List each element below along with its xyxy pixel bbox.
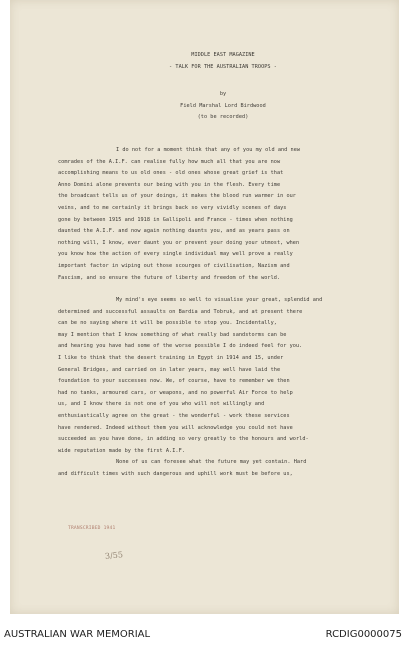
- doc-author-note: (to be recorded): [197, 114, 249, 121]
- document-page: [10, 0, 399, 614]
- paragraph-gap: [58, 284, 388, 295]
- handwritten-note: 3/55: [104, 550, 124, 561]
- body-line: and hearing you have had some of the worse possible I do indeed feel for you.: [58, 343, 303, 350]
- footer-bar: [0, 620, 408, 654]
- body-line: have rendered. Indeed without them you will acknowledge you could not have: [58, 424, 293, 431]
- body-line: accomplishing means to us old ones - old ones whose great grief is that: [58, 170, 284, 177]
- body-line: veins, and to me certainly it brings back so very vividly scenes of days: [58, 204, 287, 211]
- body-line: Fascism, and so ensure the future of liberty and freedom of the world.: [58, 274, 281, 281]
- body-line: succeeded as you have done, in adding so very greatly to the honours and world-: [58, 436, 309, 443]
- body-line: Anno Domini alone prevents our being with you in the flesh. Every time: [58, 181, 281, 188]
- footer-institution: AUSTRALIAN WAR MEMORIAL: [4, 629, 151, 640]
- body-line: I do not for a moment think that any of you my old and new: [116, 146, 301, 153]
- body-line: comrades of the A.I.F. can realise fully how much all that you are now: [58, 158, 281, 165]
- body-line: nothing will, I know, ever daunt you or prevent your doing your utmost, when: [58, 239, 300, 246]
- body-line: had no tanks, armoured cars, or weapons, and no powerful Air Force to help: [58, 389, 293, 396]
- doc-author: Field Marshal Lord Birdwood: [180, 102, 266, 109]
- body-line: None of us can foresee what the future may yet contain. Hard: [116, 459, 307, 466]
- body-line: important factor in wiping out those scourges of civilisation, Nazism and: [58, 262, 290, 269]
- body-line: enthusiastically agree on the great - the wonderful - work these services: [58, 413, 290, 420]
- doc-by: by: [219, 91, 227, 98]
- body-line: you know how the action of every single individual may well prove a really: [58, 251, 293, 258]
- doc-heading-2: - TALK FOR THE AUSTRALIAN TROOPS -: [169, 63, 277, 70]
- body-line: foundation to your successes now. We, of course, have to remember we then: [58, 378, 290, 385]
- archive-stamp: TRANSCRIBED 1941: [68, 526, 116, 531]
- body-line: gone by between 1915 and 1918 in Gallipoli and France - times when nothing: [58, 216, 293, 223]
- body-line: and difficult times with such dangerous and uphill work must be before us,: [58, 471, 293, 477]
- doc-body: [58, 145, 388, 481]
- body-line: determined and successful assaults on Bardia and Tobruk, and at present there: [58, 308, 303, 315]
- document-text: [58, 20, 388, 481]
- body-line: General Bridges, and carried on in later years, may well have laid the: [58, 366, 281, 373]
- body-line: the broadcast tells us of your doings, it makes the blood run warmer in our: [58, 193, 296, 200]
- body-line: us, and I know there is not one of you who will not willingly and: [58, 401, 265, 408]
- footer-record-id: RCDIG0000075: [325, 629, 402, 640]
- doc-heading-1: MIDDLE EAST MAGAZINE: [191, 52, 255, 58]
- body-line: daunted the A.I.F. and now again nothing daunts you, and as years pass on: [58, 228, 290, 235]
- body-line: can be no saying where it will be possible to stop you. Incidentally,: [58, 320, 277, 327]
- body-line: My mind's eye seems so well to visualise your great, splendid and: [116, 297, 323, 304]
- body-line: wide reputation made by the first A.I.F.: [58, 447, 185, 454]
- body-line: may I mention that I know something of what really bad sandstorms can be: [58, 331, 287, 338]
- body-line: I like to think that the desert training in Egypt in 1914 and 15, under: [58, 355, 284, 362]
